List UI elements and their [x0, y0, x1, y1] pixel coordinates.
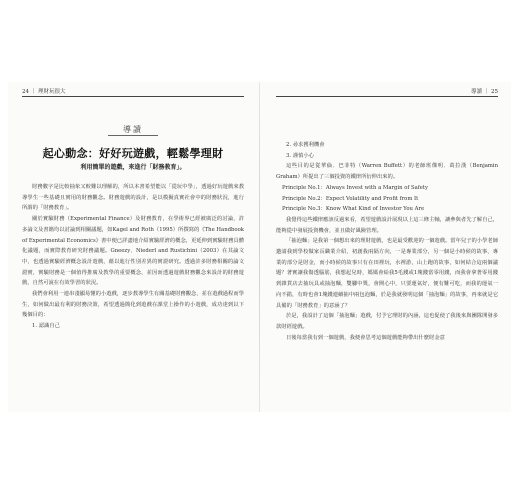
principle-line: Principle No.1：Always Invest with a Margin of Safety	[282, 184, 429, 191]
paragraph: 於是，我設計了這個「抽泡麵」遊戲，付予它理財的內涵，這也促使了我後來與團隊開發多款財經遊戲。	[276, 313, 498, 330]
right-body-text	[276, 140, 498, 343]
header-rule-right	[276, 96, 498, 97]
paragraph: 「抽泡麵」是我第一個想出來的理財遊戲，也是最受歡迎的一個遊戲。當年兒子的小學老師邀請我到學校做家長職業介紹，初創我兩隔方向，一是專業部分，另一個是小時候的故事，專業的部分是財金，而小時候的故事只有在田裡玩，水裡游，山上跑的故事，如何結合這兩個議題？著實讓我傷透腦筋，我想起兒時，媽媽會給我5毛錢或1塊錢當零用錢，而我會拿著零用錢到雜貨店去抽玩具或抽泡麵，雙腳中獎，會開心中，只要運氣好，便有難可吃，而我的運氣一向不錯，有時也會1塊錢連續抽中兩包泡麵，於是我就發明這個「抽泡麵」的故事，再來就是它具備的「財務教育」的意涵了？	[276, 238, 498, 309]
chapter-label: 導讀	[123, 125, 143, 134]
paragraph: 關於實驗財務（Experimental Finance）及財務教育，在學術界已經被廣泛的討論，許多論文及書籍均以討論到相關議題，如Kagel and Roth（1995）所撰寫的《The Handbook of Experimental Economics》書中便已詳盡地介紹實驗經濟的概念，更延伸到實驗財務具體化議題，而實際教育研究財務議題。Gneezy、Niederl and Rustichini（2003）在其論文中，也透過實驗經濟概念設計遊戲，藉以進行性別差異的實證研究。透過許多財務相關的論文證實，實驗財務是一個值得推廣及教學的重要概念，並因而透過遊戲財務觀念來設計的財務遊戲，自然可說在有效學習的狀況。	[22, 216, 245, 287]
left-body-text	[22, 182, 244, 332]
chapter-subtitle: 利用簡單的遊戲，來進行「財務教育」。	[80, 164, 186, 171]
paragraph: 這些目的是從華倫．巴菲特（Warren Buffett）的老師班傑明．葛拉漢（Benjamin Graham）所提出了三個投資的鐵律所衍伸出來的。	[276, 163, 498, 181]
list-item: 3. 謹慎小心	[286, 152, 314, 159]
paragraph: 日後每當我有到一個遊戲，我便會思考這個遊戲能夠帶出什麼財金意	[286, 334, 445, 341]
principle-line: Principle No.3：Know What Kind of Investor You Are	[282, 206, 425, 213]
running-head-right: 導讀 ｜ 25	[471, 89, 498, 95]
chapter-divider	[108, 135, 158, 136]
paragraph: 財務數字是比較抽象又較難以理解的，所以本書希望能以「從玩中學」，透過好玩遊戲來教導學生一些基礎且實用的財務觀念。財務遊戲的設計，是以模擬真實社會中的財務狀況，進行所謂的「財務教育」。	[22, 184, 244, 212]
header-rule-left	[22, 96, 244, 97]
list-item: 2. 尋求獲利機會	[286, 142, 325, 148]
principle-line: Principle No.2：Expect Volatility and Profit from It	[282, 195, 419, 202]
paragraph: 我們會利用一連串淺顯易懂的小遊戲，逐步教導學生有關基礎財務觀念，並在遊戲過程而學生，如何做出最有利的財務決策，希望透過簡化到遊戲在課堂上操作的小遊戲，成功達到以下幾個目的：	[22, 291, 244, 319]
paragraph: 我覺得這些鐵律應該反過來看，希望遊戲設計展現以上這三條主軸，讓參與者先了解自己，能夠從中發展投資機會，並且做好風險管理。	[276, 216, 498, 234]
chapter-title: 起心動念：好好玩遊戲，輕鬆學理財	[42, 147, 224, 160]
list-item: 1. 認識自己	[32, 323, 60, 330]
running-head-left: 24 ｜ 理財玩很大	[22, 89, 66, 95]
book-gutter	[259, 82, 260, 412]
